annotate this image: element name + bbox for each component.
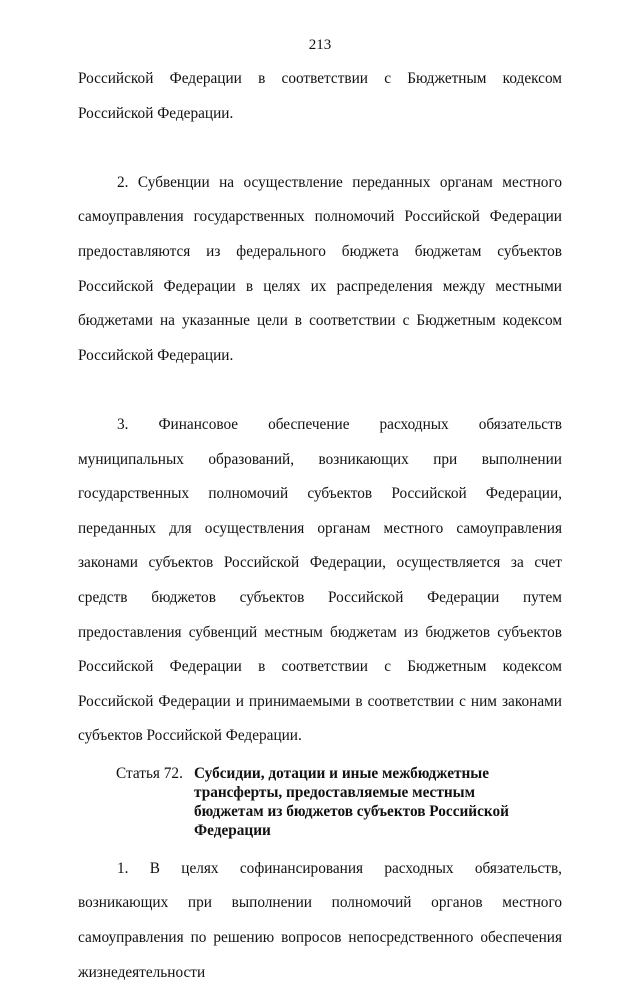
article-label: Статья 72. — [116, 764, 183, 782]
paragraph-item-3: 3. Финансовое обеспечение расходных обязательств муниципальных образований, возникающих при выполнении государственных полномочий субъектов Российской Федерации, переданных для осуществления органам местного самоуправления законами субъектов Российской Федерации, осуществляется за счет средств бюджетов субъектов Российской Федерации путем предоставления субвенций местным бюджетам из бюджетов субъектов Российской Федерации в соответствии с Бюджетным кодексом Российской Федерации и принимаемыми в соответствии с ним законами субъектов Российской Федерации. — [78, 415, 562, 745]
paragraph-gap — [78, 373, 562, 408]
paragraph-continuation: Российской Федерации в соответствии с Бюджетным кодексом Российской Федерации. — [78, 70, 562, 122]
document-body — [78, 62, 562, 990]
page-number: 213 — [308, 37, 332, 53]
article-title: Субсидии, дотации и иные межбюджетные трансферты, предоставляемые местным бюджетам из бюджетов субъектов Российской Федерации — [194, 764, 509, 839]
paragraph-gap — [78, 131, 562, 166]
paragraph-item-2: 2. Субвенции на осуществление переданных органам местного самоуправления государственных полномочий Российской Федерации предоставляются из федерального бюджета бюджетам субъектов Российской Федерации в целях их распределения между местными бюджетами на указанные цели в соответствии с Бюджетным кодексом Российской Федерации. — [78, 173, 562, 364]
paragraph-article-item-1: 1. В целях софинансирования расходных обязательств, возникающих при выполнении полномочий органов местного самоуправления по решению вопросов непосредственного обеспечения жизнедеятельности — [78, 859, 562, 981]
article-heading — [78, 764, 562, 840]
